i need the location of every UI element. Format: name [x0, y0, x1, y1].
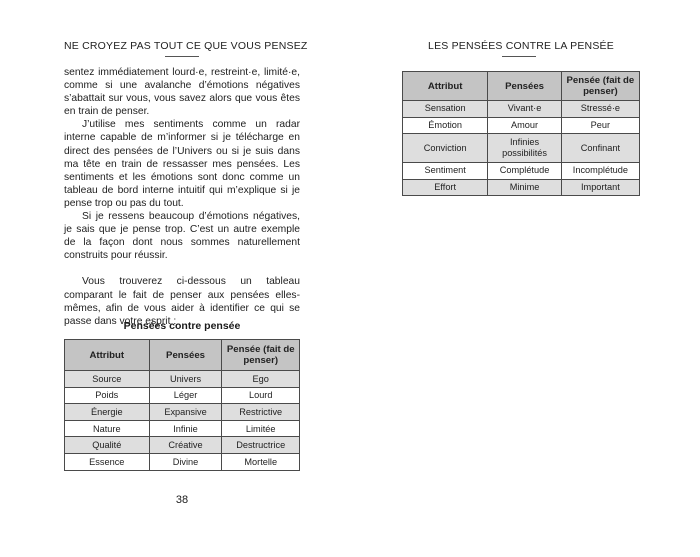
header-pensee: Pensée (fait de penser) — [222, 340, 300, 371]
table-cell: Minime — [488, 179, 561, 196]
table-row — [403, 134, 640, 163]
table-title: Pensées contre pensée — [123, 320, 241, 332]
table-cell: Stressé·e — [561, 101, 639, 118]
table-cell: Léger — [149, 387, 222, 404]
comparison-table-right — [402, 71, 640, 196]
table-cell: Destructrice — [222, 437, 300, 454]
table-cell: Sensation — [403, 101, 488, 118]
paragraph-2: J’utilise mes sentiments comme un radar interne capable de m’informer si je télécharge en direct des pensées de l’Univers ou si je suis dans ma tête en train de ressasser mes pensées. Les sentiments et les émotions sont donc comme un tableau de bord interne intuitif qui m’explique si je pense trop ou pas du tout. — [64, 119, 300, 209]
table-row — [65, 404, 300, 421]
table-row — [403, 101, 640, 118]
right-page — [350, 0, 700, 557]
table-header-row — [403, 72, 640, 101]
table-cell: Créative — [149, 437, 222, 454]
table-header-row — [65, 340, 300, 371]
running-head-rule-left — [165, 56, 199, 57]
table-row — [65, 437, 300, 454]
running-head-rule-right — [502, 56, 536, 57]
table-cell: Mortelle — [222, 453, 300, 470]
table-cell: Source — [65, 371, 150, 388]
table-cell: Vivant·e — [488, 101, 561, 118]
running-head-left: NE CROYEZ PAS TOUT CE QUE VOUS PENSEZ — [64, 40, 308, 52]
table-cell: Énergie — [65, 404, 150, 421]
table-row — [65, 420, 300, 437]
table-row — [65, 453, 300, 470]
table-cell: Restrictive — [222, 404, 300, 421]
table-cell: Complétude — [488, 163, 561, 180]
page-number: 38 — [175, 494, 189, 506]
table-cell: Nature — [65, 420, 150, 437]
table-row — [403, 179, 640, 196]
table-row — [65, 387, 300, 404]
table-cell: Incomplétude — [561, 163, 639, 180]
paragraph-4: Vous trouverez ci-dessous un tableau comparant le fait de penser aux pensées elles-mêmes, afin de vous aider à identifier ce qui se passe dans votre esprit : — [64, 276, 300, 327]
table-cell: Qualité — [65, 437, 150, 454]
table-cell: Amour — [488, 117, 561, 134]
table-row — [403, 117, 640, 134]
table-cell: Émotion — [403, 117, 488, 134]
paragraph-3: Si je ressens beaucoup d’émotions négatives, je sais que je pense trop. C’est un autre exemple de la façon dont nous sommes naturellement construits pour réussir. — [64, 211, 300, 262]
paragraph-1: sentez immédiatement lourd·e, restreint·e, limité·e, comme si une avalanche d’émotions négatives s’abattait sur vous, vous savez alors que vous êtes en train de penser. — [64, 67, 300, 118]
table-cell: Divine — [149, 453, 222, 470]
table-cell: Ego — [222, 371, 300, 388]
header-attribut: Attribut — [403, 72, 488, 101]
header-attribut: Attribut — [65, 340, 150, 371]
table-cell: Conviction — [403, 134, 488, 163]
table-cell: Lourd — [222, 387, 300, 404]
header-pensee: Pensée (fait de penser) — [561, 72, 639, 101]
table-cell: Sentiment — [403, 163, 488, 180]
table-cell: Poids — [65, 387, 150, 404]
table-cell: Important — [561, 179, 639, 196]
table-cell: Expansive — [149, 404, 222, 421]
table-cell: Limitée — [222, 420, 300, 437]
comparison-table-left — [64, 339, 300, 471]
table-cell: Effort — [403, 179, 488, 196]
header-pensees: Pensées — [488, 72, 561, 101]
table-cell: Infinie — [149, 420, 222, 437]
table-cell: Peur — [561, 117, 639, 134]
table-row — [403, 163, 640, 180]
table-row — [65, 371, 300, 388]
table-cell: Infinies possibilités — [488, 134, 561, 163]
table-cell: Essence — [65, 453, 150, 470]
table-cell: Confinant — [561, 134, 639, 163]
table-cell: Univers — [149, 371, 222, 388]
body-text — [64, 66, 300, 328]
running-head-right: LES PENSÉES CONTRE LA PENSÉE — [428, 40, 614, 52]
header-pensees: Pensées — [149, 340, 222, 371]
